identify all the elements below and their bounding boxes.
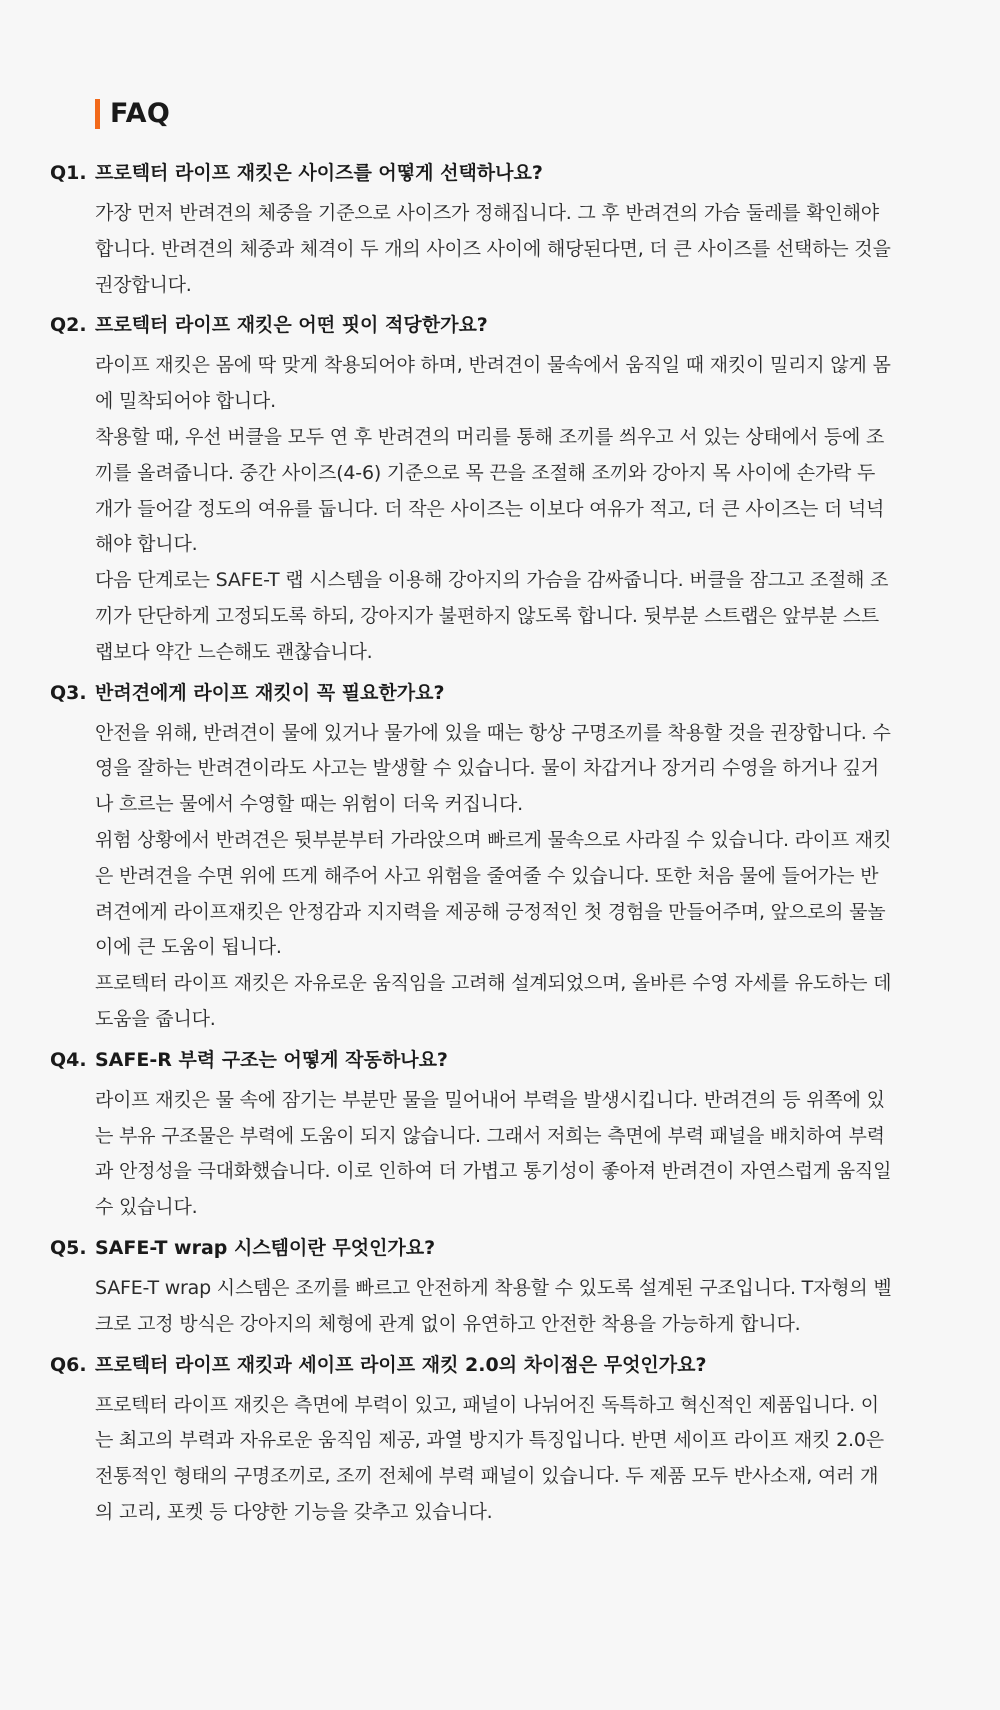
faq-list bbox=[50, 159, 896, 1531]
question-text: 프로텍터 라이프 재킷과 세이프 라이프 재킷 2.0의 차이점은 무엇인가요? bbox=[95, 1353, 707, 1376]
faq-item bbox=[50, 679, 896, 1038]
question-number: Q4. bbox=[50, 1048, 87, 1071]
faq-answer bbox=[95, 1083, 896, 1226]
question-number: Q5. bbox=[50, 1236, 87, 1259]
faq-answer bbox=[95, 1388, 896, 1531]
faq-header bbox=[95, 98, 896, 129]
answer-paragraph: 가장 먼저 반려견의 체중을 기준으로 사이즈가 정해집니다. 그 후 반려견의 가슴 둘레를 확인해야 합니다. 반려견의 체중과 체격이 두 개의 사이즈 사이에 해당된다면, 더 큰 사이즈를 선택하는 것을 권장합니다. bbox=[95, 202, 891, 296]
faq-item bbox=[50, 1234, 896, 1343]
title-accent-bar bbox=[95, 99, 100, 129]
question-text: SAFE-T wrap 시스템이란 무엇인가요? bbox=[95, 1236, 436, 1259]
question-text: 반려견에게 라이프 재킷이 꼭 필요한가요? bbox=[95, 681, 445, 704]
faq-question bbox=[50, 311, 896, 339]
faq-question bbox=[50, 1351, 896, 1379]
faq-answer bbox=[95, 348, 896, 670]
faq-question bbox=[50, 679, 896, 707]
faq-question bbox=[50, 1234, 896, 1262]
faq-item bbox=[50, 159, 896, 303]
question-text: 프로텍터 라이프 재킷은 어떤 핏이 적당한가요? bbox=[95, 314, 488, 337]
faq-item bbox=[50, 311, 896, 670]
answer-paragraph: 착용할 때, 우선 버클을 모두 연 후 반려견의 머리를 통해 조끼를 씌우고 서 있는 상태에서 등에 조끼를 올려줍니다. 중간 사이즈(4-6) 기준으로 목 끈을 조절해 조끼와 강아지 목 사이에 손가락 두 개가 들어갈 정도의 여유를 둡니다. 더 작은 사이즈는 이보다 여유가 적고, 더 큰 사이즈는 더 넉넉해야 합니다. bbox=[95, 425, 885, 556]
faq-answer bbox=[95, 196, 896, 303]
question-number: Q2. bbox=[50, 314, 87, 337]
faq-question bbox=[50, 1046, 896, 1074]
answer-paragraph: 위험 상황에서 반려견은 뒷부분부터 가라앉으며 빠르게 물속으로 사라질 수 있습니다. 라이프 재킷은 반려견을 수면 위에 뜨게 해주어 사고 위험을 줄여줄 수 있습니다. 또한 처음 물에 들어가는 반려견에게 라이프재킷은 안정감과 지지력을 제공해 긍정적인 첫 경험을 만들어주며, 앞으로의 물놀이에 큰 도움이 됩니다. bbox=[95, 828, 892, 959]
answer-paragraph: 안전을 위해, 반려견이 물에 있거나 물가에 있을 때는 항상 구명조끼를 착용할 것을 권장합니다. 수영을 잘하는 반려견이라도 사고는 발생할 수 있습니다. 물이 차갑거나 장거리 수영을 하거나 깊거나 흐르는 물에서 수영할 때는 위험이 더욱 커집니다. bbox=[95, 721, 891, 816]
faq-answer bbox=[95, 716, 896, 1038]
faq-question bbox=[50, 159, 896, 187]
faq-answer bbox=[95, 1271, 896, 1343]
question-text: SAFE-R 부력 구조는 어떻게 작동하나요? bbox=[95, 1048, 448, 1071]
answer-paragraph: SAFE-T wrap 시스템은 조끼를 빠르고 안전하게 착용할 수 있도록 설계된 구조입니다. T자형의 벨크로 고정 방식은 강아지의 체형에 관계 없이 유연하고 안전한 착용을 가능하게 합니다. bbox=[95, 1276, 892, 1335]
answer-paragraph: 라이프 재킷은 몸에 딱 맞게 착용되어야 하며, 반려견이 물속에서 움직일 때 재킷이 밀리지 않게 몸에 밀착되어야 합니다. bbox=[95, 354, 891, 413]
page-title: FAQ bbox=[110, 98, 171, 129]
answer-paragraph: 라이프 재킷은 물 속에 잠기는 부분만 물을 밀어내어 부력을 발생시킵니다. 반려견의 등 위쪽에 있는 부유 구조물은 부력에 도움이 되지 않습니다. 그래서 저희는 측면에 부력 패널을 배치하여 부력과 안정성을 극대화했습니다. 이로 인하여 더 가볍고 통기성이 좋아져 반려견이 자연스럽게 움직일 수 있습니다. bbox=[95, 1088, 892, 1219]
question-number: Q3. bbox=[50, 681, 87, 704]
faq-item bbox=[50, 1351, 896, 1531]
answer-paragraph: 다음 단계로는 SAFE-T 랩 시스템을 이용해 강아지의 가슴을 감싸줍니다. 버클을 잠그고 조절해 조끼가 단단하게 고정되도록 하되, 강아지가 불편하지 않도록 합니다. 뒷부분 스트랩은 앞부분 스트랩보다 약간 느슨해도 괜찮습니다. bbox=[95, 569, 889, 663]
answer-paragraph: 프로텍터 라이프 재킷은 측면에 부력이 있고, 패널이 나뉘어진 독특하고 혁신적인 제품입니다. 이는 최고의 부력과 자유로운 움직임 제공, 과열 방지가 특징입니다. 반면 세이프 라이프 재킷 2.0은 전통적인 형태의 구명조끼로, 조끼 전체에 부력 패널이 있습니다. 두 제품 모두 반사소재, 여러 개의 고리, 포켓 등 다양한 기능을 갖추고 있습니다. bbox=[95, 1393, 884, 1523]
question-number: Q1. bbox=[50, 162, 87, 184]
question-number: Q6. bbox=[50, 1353, 87, 1376]
faq-item bbox=[50, 1046, 896, 1226]
answer-paragraph: 프로텍터 라이프 재킷은 자유로운 움직임을 고려해 설계되었으며, 올바른 수영 자세를 유도하는 데 도움을 줍니다. bbox=[95, 972, 892, 1030]
question-text: 프로텍터 라이프 재킷은 사이즈를 어떻게 선택하나요? bbox=[95, 162, 543, 184]
